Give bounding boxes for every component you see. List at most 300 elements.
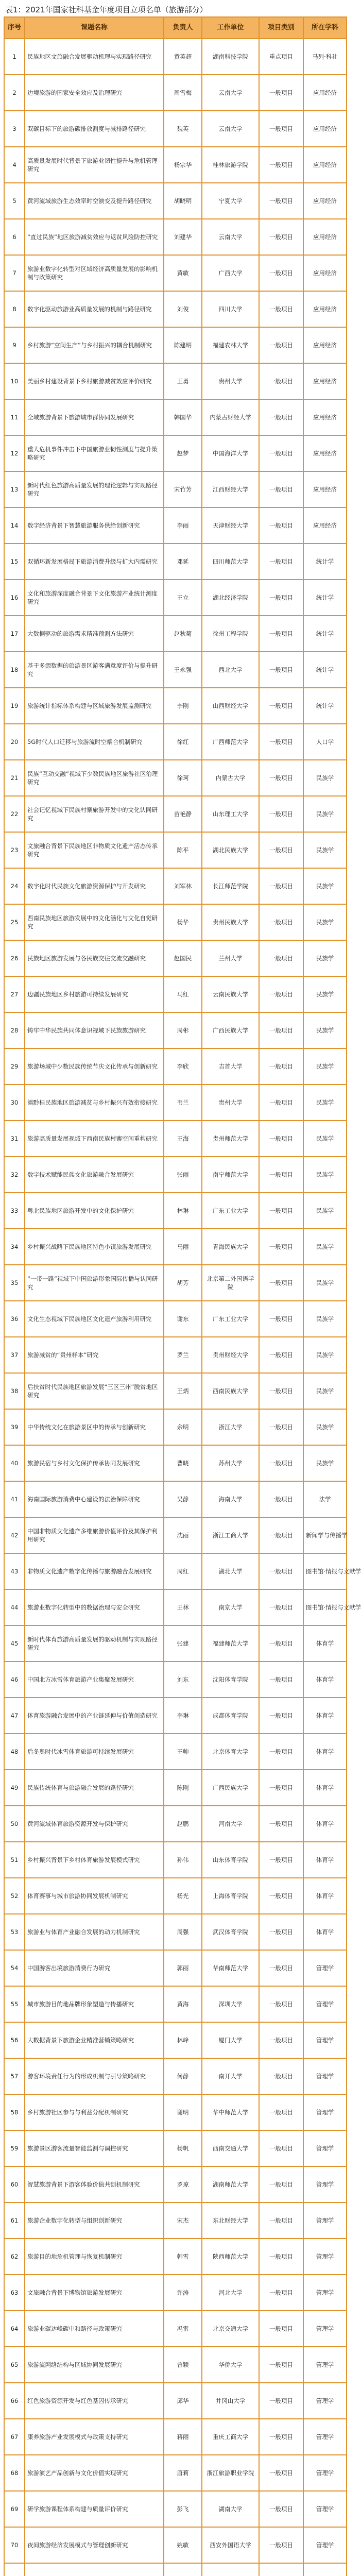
row-index: 51 [4,1842,25,1878]
discipline: 体育学 [303,1770,347,1806]
work-unit: 西北大学 [202,652,259,688]
project-title: 粤北民族地区旅游开发中的文化保护研究 [25,1193,164,1229]
project-title: 乡村振兴背景下乡村体育旅游发展模式研究 [25,1842,164,1878]
work-unit: 云南民族大学 [202,976,259,1012]
project-category: 一般项目 [259,2130,303,2166]
project-title: 智慧旅游背景下游客体验价值共创机制研究 [25,2166,164,2202]
discipline: 体育学 [303,1734,347,1770]
row-index: 3 [4,111,25,147]
project-title: 数字化时代民族文化旅游资源保护与开发研究 [25,868,164,904]
project-category: 一般项目 [259,868,303,904]
project-leader: 林琳 [164,1193,202,1229]
table-row [4,111,347,147]
row-index: 33 [4,1193,25,1229]
project-leader: 唐莉 [164,2455,202,2491]
row-index: 14 [4,507,25,544]
project-leader: 杨光 [164,1878,202,1914]
project-leader: 冯雷 [164,2311,202,2347]
table-row [4,2383,347,2419]
project-title: 中国非物质文化遗产多维旅游价值评价及其保护利用研究 [25,1517,164,1553]
discipline: 统计学 [303,580,347,616]
project-category: 一般项目 [259,2166,303,2202]
work-unit: 福建农林大学 [202,327,259,363]
project-leader: 周强 [164,1914,202,1950]
table-row [4,2419,347,2455]
work-unit: 云南大学 [202,75,259,111]
project-leader: 陈刚 [164,1770,202,1806]
header-index: 序号 [4,17,25,39]
project-title: 全域旅游背景下旅游城市群协同发展研究 [25,399,164,435]
project-leader: 彭飞 [164,2491,202,2527]
table-row [4,2239,347,2275]
work-unit: 贵州大学 [202,1084,259,1121]
discipline: 民族学 [303,940,347,976]
table-row [4,2311,347,2347]
project-leader: 刘军林 [164,868,202,904]
table-row [4,363,347,399]
row-index: 36 [4,1301,25,1337]
discipline: 应用经济 [303,327,347,363]
discipline: 统计学 [303,616,347,652]
work-unit: 内蒙古财经大学 [202,399,259,435]
project-leader: 林峰 [164,2022,202,2058]
discipline: 新闻学与传播学 [303,1517,347,1553]
discipline: 管理学 [303,2130,347,2166]
row-index: 8 [4,291,25,327]
project-title: 中国北方冰雪体育旅游产业集聚发展研究 [25,1662,164,1698]
discipline: 统计学 [303,652,347,688]
row-index: 58 [4,2094,25,2130]
project-title: 研学旅游课程体系构建与质量评价研究 [25,2491,164,2527]
row-index: 63 [4,2275,25,2311]
row-index: 5 [4,183,25,219]
work-unit: 北京交通大学 [202,2311,259,2347]
project-leader: 周红 [164,1553,202,1589]
header-leader: 负责人 [164,17,202,39]
work-unit: 海南大学 [202,1481,259,1517]
work-unit: 青海民族大学 [202,1229,259,1265]
row-index: 42 [4,1517,25,1553]
row-index: 52 [4,1878,25,1914]
project-leader: 陈平 [164,832,202,868]
table-row [4,1084,347,1121]
project-category: 一般项目 [259,796,303,832]
project-title: 边疆民族地区乡村旅游可持续发展研究 [25,976,164,1012]
project-leader: 刘俊 [164,291,202,327]
work-unit: 广东工业大学 [202,1301,259,1337]
discipline: 应用经济 [303,183,347,219]
row-index: 21 [4,760,25,796]
project-title: 新时代红色旅游高质量发展的理论逻辑与实现路径研究 [25,471,164,507]
project-title: 西南民族地区旅游发展中的文化涵化与文化自觉研究 [25,904,164,940]
row-index: 15 [4,544,25,580]
discipline: 民族学 [303,1373,347,1409]
discipline [303,2563,347,2576]
project-category: 一般项目 [259,1121,303,1157]
project-leader: 罗兰 [164,1337,202,1373]
project-title: 旅游目的地危机管理与恢复机制研究 [25,2239,164,2275]
project-category: 一般项目 [259,2022,303,2058]
row-index: 55 [4,1986,25,2022]
project-category: 一般项目 [259,904,303,940]
project-title: 旅游民宿与乡村文化保护传承协同发展研究 [25,1445,164,1481]
table-row [4,976,347,1012]
header-discipline: 所在学科 [303,17,347,39]
project-leader: 王永强 [164,652,202,688]
project-leader: 吴静 [164,1481,202,1517]
table-row [4,2455,347,2491]
table-row [4,1265,347,1301]
table-row [4,2275,347,2311]
discipline: 民族学 [303,1012,347,1048]
work-unit: 重庆工商大学 [202,2419,259,2455]
work-unit: 福建师范大学 [202,1625,259,1662]
project-leader: 苗艳静 [164,796,202,832]
project-category: 一般项目 [259,1625,303,1662]
project-category: 一般项目 [259,2419,303,2455]
row-index: 45 [4,1625,25,1662]
project-title: 5G时代人口迁移与旅游流时空耦合机制研究 [25,724,164,760]
project-title: 旅游统计指标体系构建与区域旅游发展监测研究 [25,688,164,724]
row-index: 12 [4,435,25,471]
project-leader: 邓延 [164,544,202,580]
discipline: 应用经济 [303,363,347,399]
project-category: 一般项目 [259,75,303,111]
row-index: 38 [4,1373,25,1409]
project-leader: 李欣 [164,1048,202,1084]
project-category: 一般项目 [259,580,303,616]
project-category: 一般项目 [259,2455,303,2491]
table-row [4,255,347,291]
row-index: 69 [4,2491,25,2527]
row-index: 20 [4,724,25,760]
project-title: 游客环境责任行为的形成机制与引导策略研究 [25,2058,164,2094]
discipline: 体育学 [303,1914,347,1950]
row-index: 23 [4,832,25,868]
project-category: 一般项目 [259,147,303,183]
discipline: 应用经济 [303,75,347,111]
project-category: 一般项目 [259,1229,303,1265]
discipline: 管理学 [303,2491,347,2527]
project-category: 一般项目 [259,219,303,255]
project-title: 旅游流网络结构与区域协同发展研究 [25,2347,164,2383]
project-title: 旅游业数字化转型中的数据治理与安全研究 [25,1589,164,1625]
discipline: 管理学 [303,2527,347,2563]
project-category: 一般项目 [259,1878,303,1914]
row-index: 17 [4,616,25,652]
table-row [4,868,347,904]
work-unit: 天津财经大学 [202,507,259,544]
work-unit [202,2563,259,2576]
discipline: 民族学 [303,1084,347,1121]
table-row [4,2130,347,2166]
work-unit: 西安外国语大学 [202,2527,259,2563]
work-unit: 华中师范大学 [202,2094,259,2130]
project-leader: 杨帆 [164,2130,202,2166]
row-index: 70 [4,2527,25,2563]
table-row [4,796,347,832]
work-unit: 兰州大学 [202,940,259,976]
discipline: 应用经济 [303,147,347,183]
project-category: 一般项目 [259,2347,303,2383]
row-index: 1 [4,39,25,75]
project-category: 一般项目 [259,976,303,1012]
discipline: 统计学 [303,688,347,724]
project-category: 一般项目 [259,1373,303,1409]
project-category: 一般项目 [259,1084,303,1121]
row-index: 11 [4,399,25,435]
project-table [4,16,361,2576]
project-title: 中华传统文化在旅游景区中的传承与创新研究 [25,1409,164,1445]
project-category: 一般项目 [259,2275,303,2311]
project-category [259,2563,303,2576]
discipline: 民族学 [303,1229,347,1265]
row-index: 53 [4,1914,25,1950]
table-row [4,544,347,580]
work-unit: 山东体育学院 [202,1842,259,1878]
row-index: 41 [4,1481,25,1517]
discipline: 体育学 [303,1662,347,1698]
row-index: 39 [4,1409,25,1445]
project-leader: 蒋丽 [164,2419,202,2455]
project-leader: 沈丽 [164,1517,202,1553]
row-index: 35 [4,1265,25,1301]
table-row [4,75,347,111]
project-category: 一般项目 [259,1770,303,1806]
table-row [4,616,347,652]
project-leader: 孙伟 [164,1842,202,1878]
project-leader: 曾颖 [164,2347,202,2383]
row-index: 65 [4,2347,25,2383]
project-category: 一般项目 [259,327,303,363]
project-category: 一般项目 [259,1589,303,1625]
work-unit: 湖南师范大学 [202,2166,259,2202]
discipline: 民族学 [303,868,347,904]
project-category: 一般项目 [259,2383,303,2419]
discipline: 体育学 [303,1625,347,1662]
project-title: 数字技术赋能民族文化旅游融合发展研究 [25,1157,164,1193]
row-index: 16 [4,580,25,616]
table-row [4,2491,347,2527]
project-leader: 陈建明 [164,327,202,363]
project-title: 旅游减贫的“贵州样本”研究 [25,1337,164,1373]
work-unit: 南京大学 [202,1589,259,1625]
table-row [4,2058,347,2094]
project-leader: 马丽 [164,1229,202,1265]
project-leader: 赵鹏 [164,1806,202,1842]
row-index [4,2563,25,2576]
table-row [4,1950,347,1986]
work-unit: 苏州大学 [202,1445,259,1481]
table-row [4,1445,347,1481]
project-title: 旅游景区游客流量智能监测与调控研究 [25,2130,164,2166]
project-category: 一般项目 [259,544,303,580]
work-unit: 山东理工大学 [202,796,259,832]
project-title: 乡村旅游社区参与与利益分配机制研究 [25,2094,164,2130]
discipline: 民族学 [303,904,347,940]
project-leader: 杨华 [164,904,202,940]
project-leader: 胡晓明 [164,183,202,219]
work-unit: 四川师范大学 [202,544,259,580]
project-category: 一般项目 [259,1265,303,1301]
project-category: 一般项目 [259,1842,303,1878]
project-leader: 黄英超 [164,39,202,75]
table-row [4,471,347,507]
table-row [4,1337,347,1373]
table-row [4,904,347,940]
table-row [4,219,347,255]
work-unit: 湖北民族大学 [202,832,259,868]
table-row [4,2527,347,2563]
project-leader: 郭丽 [164,1950,202,1986]
project-category: 重点项目 [259,39,303,75]
project-title: 双循环新发展格局下旅游消费升级与扩大内需研究 [25,544,164,580]
project-category: 一般项目 [259,435,303,471]
project-title: 康养旅游产业发展模式与政策支持研究 [25,2419,164,2455]
table-row [4,1914,347,1950]
project-title: 美丽乡村建设背景下乡村旅游减贫效应评价研究 [25,363,164,399]
row-index: 64 [4,2311,25,2347]
discipline: 管理学 [303,2311,347,2347]
work-unit: 云南大学 [202,219,259,255]
row-index: 27 [4,976,25,1012]
project-leader: 王炳 [164,1373,202,1409]
discipline: 管理学 [303,1986,347,2022]
project-title: 文化和旅游深度融合背景下文化旅游产业统计测度研究 [25,580,164,616]
work-unit: 浙江旅游职业学院 [202,2455,259,2491]
table-row [4,1157,347,1193]
project-category: 一般项目 [259,1734,303,1770]
project-title: 体育旅游融合发展中的产业链延伸与价值创造研究 [25,1698,164,1734]
work-unit: 浙江大学 [202,1409,259,1445]
discipline: 民族学 [303,1265,347,1301]
project-leader: 张丽 [164,1157,202,1193]
project-category: 一般项目 [259,832,303,868]
table-row [4,2563,347,2576]
table-row [4,1121,347,1157]
project-title: 文旅融合背景下博物馆旅游发展研究 [25,2275,164,2311]
work-unit: 山西财经大学 [202,688,259,724]
work-unit: 贵州民族大学 [202,904,259,940]
project-category: 一般项目 [259,2094,303,2130]
row-index: 32 [4,1157,25,1193]
project-title: 基于多源数据的旅游景区游客满意度评价与提升研究 [25,652,164,688]
project-leader: 李丽 [164,507,202,544]
project-title: 新时代体育旅游高质量发展的驱动机制与实现路径研究 [25,1625,164,1662]
work-unit: 广西大学 [202,255,259,291]
discipline: 应用经济 [303,435,347,471]
project-title: “直过民族”地区旅游减贫效应与返贫风险防控研究 [25,219,164,255]
table-row [4,1878,347,1914]
work-unit: 内蒙古大学 [202,760,259,796]
discipline: 民族学 [303,1048,347,1084]
discipline: 马列·科社 [303,39,347,75]
row-index: 37 [4,1337,25,1373]
table-row [4,2347,347,2383]
project-leader: 李琳 [164,1698,202,1734]
discipline: 管理学 [303,1950,347,1986]
table-row [4,1012,347,1048]
discipline: 民族学 [303,1445,347,1481]
header-title: 课题名称 [25,17,164,39]
discipline: 应用经济 [303,255,347,291]
row-index: 56 [4,2022,25,2058]
discipline: 应用经济 [303,507,347,544]
row-index: 48 [4,1734,25,1770]
discipline: 应用经济 [303,111,347,147]
work-unit: 广西民族大学 [202,1012,259,1048]
project-leader: 刘东 [164,1662,202,1698]
project-leader: 黄敏 [164,255,202,291]
row-index: 7 [4,255,25,291]
work-unit: 沈阳体育学院 [202,1662,259,1698]
table-row [4,147,347,183]
row-index: 49 [4,1770,25,1806]
discipline: 民族学 [303,1121,347,1157]
table-row [4,39,347,75]
project-leader: 马红 [164,976,202,1012]
table-row [4,688,347,724]
project-leader: 李刚 [164,688,202,724]
project-category: 一般项目 [259,2239,303,2275]
table-row [4,1048,347,1084]
project-leader: 王帅 [164,1734,202,1770]
project-title: 旅游场域中少数民族传统节庆文化传承与创新研究 [25,1048,164,1084]
discipline: 管理学 [303,2275,347,2311]
work-unit: 上海体育学院 [202,1878,259,1914]
work-unit: 北京体育大学 [202,1734,259,1770]
row-index: 6 [4,219,25,255]
work-unit: 贵州财经大学 [202,1337,259,1373]
row-index: 44 [4,1589,25,1625]
row-index: 13 [4,471,25,507]
project-leader: 韦兰 [164,1084,202,1121]
project-category: 一般项目 [259,1950,303,1986]
table-row [4,652,347,688]
project-category: 一般项目 [259,1301,303,1337]
table-caption: 表1：2021年国家社科基金年度项目立项名单（旅游部分） [5,5,208,14]
project-leader: 赵国民 [164,940,202,976]
work-unit: 河南大学 [202,1806,259,1842]
project-leader: 王林 [164,1589,202,1625]
project-title [25,2563,164,2576]
project-category: 一般项目 [259,1048,303,1084]
row-index: 57 [4,2058,25,2094]
work-unit: 华侨大学 [202,2347,259,2383]
project-title: 旅游业与体育产业融合发展的动力机制研究 [25,1914,164,1950]
project-title: 民族地区文旅融合发展驱动机理与实现路径研究 [25,39,164,75]
project-leader: 刘建华 [164,219,202,255]
project-category: 一般项目 [259,652,303,688]
work-unit: 云南大学 [202,111,259,147]
discipline: 应用经济 [303,399,347,435]
row-index: 43 [4,1553,25,1589]
project-title: 文旅融合背景下民族地区非物质文化遗产活态传承研究 [25,832,164,868]
work-unit: 南开大学 [202,2058,259,2094]
table-row [4,1662,347,1698]
work-unit: 华南师范大学 [202,1950,259,1986]
table-row [4,580,347,616]
project-title: 社会记忆视域下民族村寨旅游开发中的文化认同研究 [25,796,164,832]
project-category: 一般项目 [259,399,303,435]
project-category: 一般项目 [259,1409,303,1445]
row-index: 18 [4,652,25,688]
project-category: 一般项目 [259,111,303,147]
project-leader: 赵梦 [164,435,202,471]
project-title: 数字经济背景下智慧旅游服务供给创新研究 [25,507,164,544]
project-leader: 宋竹芳 [164,471,202,507]
row-index: 2 [4,75,25,111]
